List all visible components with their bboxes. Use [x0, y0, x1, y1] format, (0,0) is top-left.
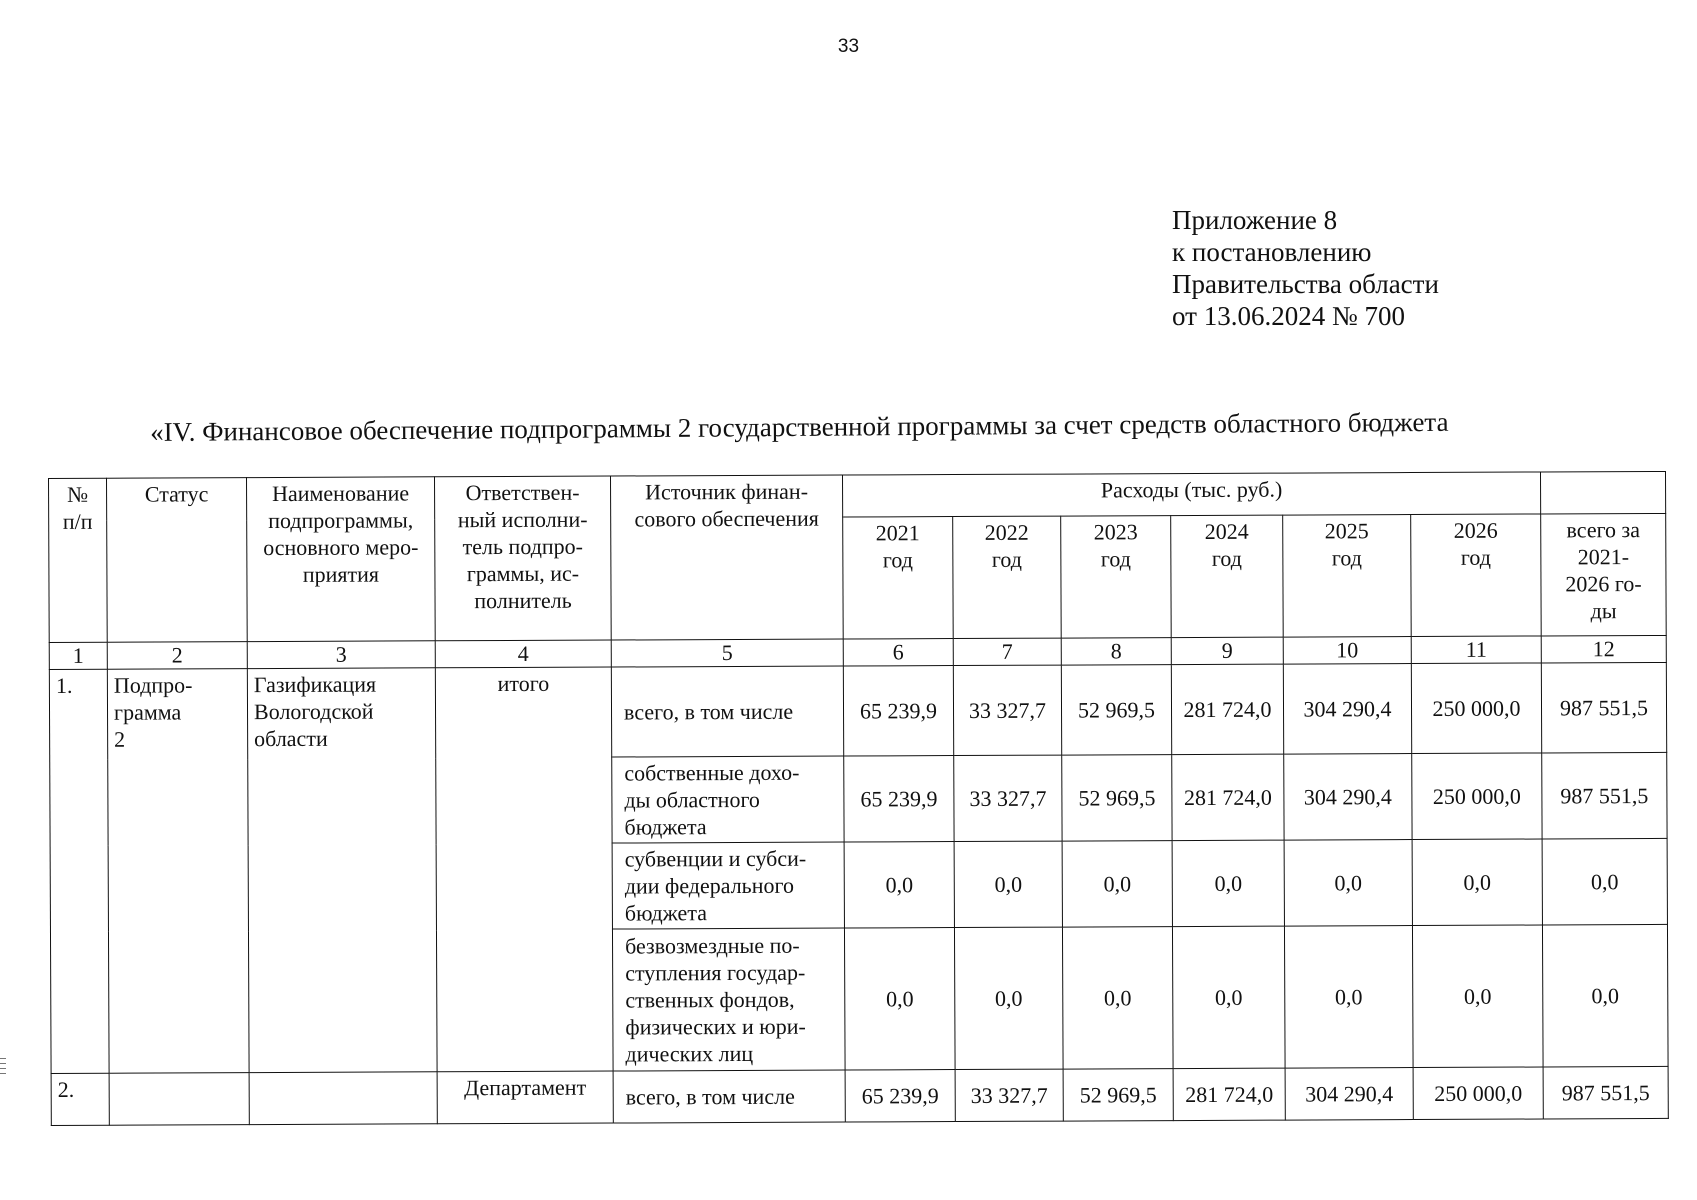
value-cell: 52 969,5	[1061, 665, 1171, 755]
cell-line: ды областного	[624, 786, 760, 813]
cell-line: ступления государ-	[625, 959, 806, 986]
source-cell	[612, 928, 845, 1071]
finance-table-wrap	[48, 471, 1669, 1126]
page-number: 33	[837, 36, 860, 57]
row-name	[247, 668, 437, 1073]
value-cell: 304 290,4	[1285, 1068, 1413, 1121]
value-cell: 33 327,7	[954, 755, 1062, 841]
header-line: Ответствен-	[465, 479, 580, 506]
header-num	[49, 478, 108, 642]
header-line: ды	[1590, 598, 1617, 624]
header-line: Источник финан-	[645, 478, 809, 505]
value-cell: 304 290,4	[1284, 754, 1412, 841]
header-line: 2024	[1204, 518, 1249, 544]
header-year	[843, 517, 954, 639]
value-cell: 250 000,0	[1413, 1067, 1543, 1120]
header-total-top	[1540, 471, 1665, 514]
header-line: год	[1100, 546, 1131, 572]
value-cell: 0,0	[844, 842, 954, 928]
cell-line: Подпро-	[113, 672, 193, 698]
value-cell: 0,0	[1172, 926, 1285, 1068]
header-source	[610, 475, 843, 640]
value-cell: 281 724,0	[1173, 1068, 1285, 1120]
header-line: всего за	[1566, 517, 1641, 543]
header-executor	[434, 476, 611, 641]
column-number: 10	[1283, 637, 1411, 665]
cell-line: собственные дохо-	[624, 759, 800, 786]
cell-line: бюджета	[624, 900, 707, 926]
header-line: 2023	[1093, 519, 1138, 545]
appendix-line: от 13.06.2024 № 700	[1172, 301, 1405, 331]
value-cell: 0,0	[1542, 838, 1667, 925]
value-cell: 0,0	[1412, 925, 1543, 1068]
value-cell: 0,0	[1412, 839, 1542, 926]
column-number: 5	[611, 639, 843, 667]
row-number: 1.	[49, 669, 109, 1073]
row-executor: итого	[435, 667, 613, 1072]
appendix-line: Правительства области	[1172, 269, 1439, 299]
header-line: год	[882, 547, 913, 573]
cell-line: субвенции и субси-	[624, 845, 807, 872]
header-line: граммы, ис-	[466, 560, 580, 587]
cell-line: дии федерального	[624, 872, 794, 899]
header-status: Статус	[107, 478, 248, 643]
column-number: 3	[247, 641, 435, 669]
header-line: год	[1331, 545, 1362, 571]
header-line: основного меро-	[263, 534, 419, 561]
value-cell: 0,0	[1172, 840, 1284, 926]
row-executor: Департамент	[437, 1071, 613, 1124]
value-cell: 987 551,5	[1543, 1066, 1668, 1119]
header-line: №	[67, 481, 89, 507]
cell-line: 2	[114, 726, 126, 752]
column-number: 12	[1541, 635, 1666, 663]
value-cell: 281 724,0	[1171, 664, 1283, 754]
value-cell: 987 551,5	[1541, 662, 1666, 753]
column-number: 8	[1061, 638, 1171, 665]
value-cell: 0,0	[954, 927, 1063, 1069]
row-status	[109, 1073, 249, 1126]
value-cell: 0,0	[1062, 841, 1172, 927]
header-line: сового обеспечения	[634, 505, 819, 532]
cell-line: физических и юри-	[625, 1013, 806, 1040]
value-cell: 0,0	[1542, 924, 1668, 1067]
source-cell	[612, 756, 844, 843]
cell-line: области	[254, 725, 328, 752]
value-cell: 0,0	[954, 841, 1062, 927]
column-number: 6	[843, 639, 953, 666]
value-cell: 0,0	[844, 928, 955, 1070]
value-cell: 0,0	[1284, 926, 1413, 1069]
value-cell: 52 969,5	[1063, 1069, 1173, 1121]
appendix-line: Приложение 8	[1172, 205, 1338, 235]
header-line: год	[991, 546, 1022, 572]
header-line: тель подпро-	[462, 533, 584, 560]
value-cell: 0,0	[1284, 840, 1412, 927]
header-line: 2022	[984, 519, 1029, 545]
column-number: 1	[49, 642, 107, 669]
value-cell: 33 327,7	[953, 665, 1061, 755]
table-row	[49, 662, 1666, 759]
header-name	[247, 477, 436, 642]
value-cell: 33 327,7	[955, 1069, 1063, 1121]
value-cell: 281 724,0	[1172, 754, 1284, 840]
value-cell: 65 239,9	[845, 1070, 955, 1122]
header-line: приятия	[302, 561, 380, 587]
source-cell	[611, 666, 843, 757]
header-total	[1541, 513, 1667, 636]
header-year	[1061, 516, 1172, 638]
header-line: ный исполни-	[457, 506, 588, 533]
header-year	[1171, 515, 1284, 637]
value-cell: 65 239,9	[843, 666, 953, 756]
header-year	[953, 516, 1062, 638]
document-title: «IV. Финансовое обеспечение подпрограммы 2 государственной программы за счет средств областного бюджета	[150, 406, 1449, 447]
header-year	[1283, 515, 1412, 638]
value-cell: 304 290,4	[1283, 664, 1411, 755]
cell-line: всего, в том числе	[623, 698, 794, 725]
column-number: 7	[953, 638, 1061, 665]
row-number: 2.	[51, 1073, 109, 1125]
cell-line: безвозмездные по-	[624, 932, 800, 959]
header-row-1	[49, 471, 1666, 520]
appendix-block	[1172, 204, 1439, 332]
source-cell	[612, 842, 844, 929]
scan-edge-marks	[0, 1058, 8, 1078]
value-cell: 52 969,5	[1062, 755, 1172, 841]
cell-line: бюджета	[624, 814, 707, 840]
header-line: год	[1460, 544, 1491, 570]
column-number: 9	[1171, 637, 1283, 664]
column-number: 2	[107, 642, 247, 670]
cell-line: Вологодской	[253, 698, 374, 725]
column-number: 4	[435, 640, 611, 668]
cell-line: Газификация	[253, 671, 377, 698]
header-line: год	[1211, 545, 1242, 571]
header-line: 2026	[1453, 517, 1498, 543]
header-line: полнитель	[474, 587, 572, 614]
appendix-line: к постановлению	[1172, 237, 1372, 267]
header-line: 2025	[1324, 518, 1369, 544]
header-line: 2026 го-	[1565, 571, 1642, 597]
table-row	[51, 1066, 1668, 1125]
header-line: подпрограммы,	[268, 507, 414, 534]
header-line: Наименование	[271, 480, 410, 507]
header-line: 2021	[875, 520, 920, 546]
cell-line: дических лиц	[625, 1040, 754, 1067]
header-line: п/п	[62, 508, 93, 534]
header-expenses: Расходы (тыс. руб.)	[842, 472, 1540, 517]
cell-line: ственных фондов,	[625, 986, 795, 1013]
value-cell: 65 239,9	[844, 756, 954, 842]
value-cell: 0,0	[1062, 927, 1173, 1069]
header-year	[1411, 514, 1542, 637]
header-line: 2021-	[1577, 544, 1630, 570]
row-name	[249, 1072, 437, 1125]
value-cell: 987 551,5	[1542, 752, 1667, 839]
source-cell: всего, в том числе	[613, 1070, 845, 1123]
value-cell: 250 000,0	[1411, 663, 1541, 754]
column-number: 11	[1411, 636, 1541, 664]
cell-line: грамма	[113, 699, 182, 725]
value-cell: 250 000,0	[1412, 753, 1542, 840]
row-status	[107, 669, 249, 1074]
finance-table	[48, 471, 1669, 1126]
